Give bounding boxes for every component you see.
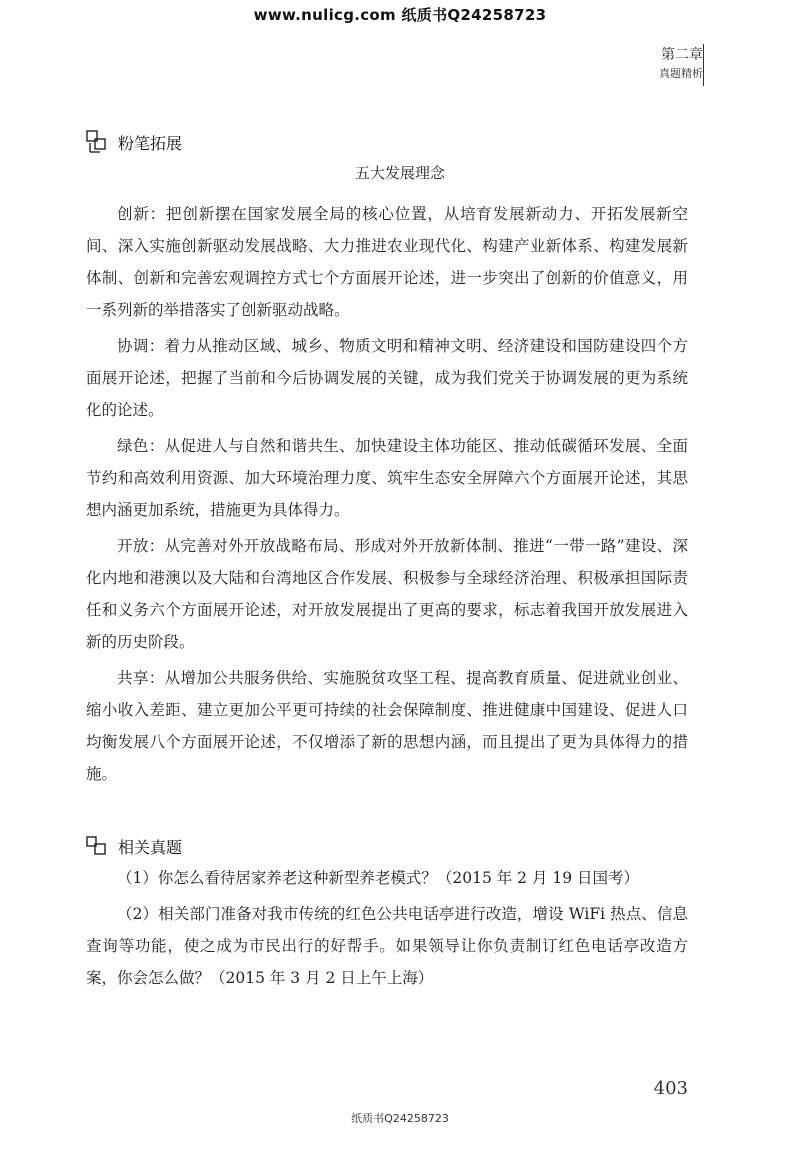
paragraph-green: 绿色：从促进人与自然和谐共生、加快建设主体功能区、推动低碳循环发展、全面节约和高效利用资源、加大环境治理力度、筑牢生态安全屏障六个方面展开论述，其思想内涵更加系统，措施更为具体得力。 <box>86 437 688 519</box>
related-heading-text: 相关真题 <box>118 837 183 857</box>
section-marker-icon <box>86 834 108 858</box>
paragraph-sharing: 共享：从增加公共服务供给、实施脱贫攻坚工程、提高教育质量、促进就业创业、缩小收入差距、建立更加公平更可持续的社会保障制度、推进健康中国建设、促进人口均衡发展八个方面展开论述，不仅增添了新的思想内涵，而且提出了更为具体得力的措施。 <box>86 669 688 783</box>
chapter-header <box>659 44 703 82</box>
chapter-divider <box>703 44 704 86</box>
related-section-heading <box>86 834 182 858</box>
extension-heading-text: 粉笔拓展 <box>118 133 183 153</box>
question-2: （2）相关部门准备对我市传统的红色公共电话亭进行改造，增设 WiFi 热点、信息查询等功能，使之成为市民出行的好帮手。如果领导让你负责制订红色电话亭改造方案，你会怎么做？（2015 年 3 月 2 日上午上海） <box>86 905 688 987</box>
chapter-title: 第二章 <box>661 47 703 63</box>
top-banner: www.nulicg.com 纸质书Q24258723 <box>253 6 547 24</box>
page-number: 403 <box>653 1078 688 1099</box>
section-marker-icon <box>86 130 108 154</box>
extension-title: 五大发展理念 <box>354 164 445 182</box>
chapter-subtitle: 真题精析 <box>659 67 703 80</box>
bottom-footer: 纸质书Q24258723 <box>351 1112 449 1125</box>
extension-section-heading <box>86 130 182 154</box>
paragraph-innovation: 创新：把创新摆在国家发展全局的核心位置，从培育发展新动力、开拓发展新空间、深入实施创新驱动发展战略、大力推进农业现代化、构建产业新体系、构建发展新体制、创新和完善宏观调控方式七个方面展开论述，进一步突出了创新的价值意义，用一系列新的举措落实了创新驱动战略。 <box>86 205 688 319</box>
question-1: （1）你怎么看待居家养老这种新型养老模式？（2015 年 2 月 19 日国考） <box>117 869 640 887</box>
paragraph-openness: 开放：从完善对外开放战略布局、形成对外开放新体制、推进“一带一路”建设、深化内地和港澳以及大陆和台湾地区合作发展、积极参与全球经济治理、积极承担国际责任和义务六个方面展开论述，对开放发展提出了更高的要求，标志着我国开放发展进入新的历史阶段。 <box>86 537 688 651</box>
paragraph-coordination: 协调：着力从推动区域、城乡、物质文明和精神文明、经济建设和国防建设四个方面展开论述，把握了当前和今后协调发展的关键，成为我们党关于协调发展的更为系统化的论述。 <box>86 337 688 419</box>
